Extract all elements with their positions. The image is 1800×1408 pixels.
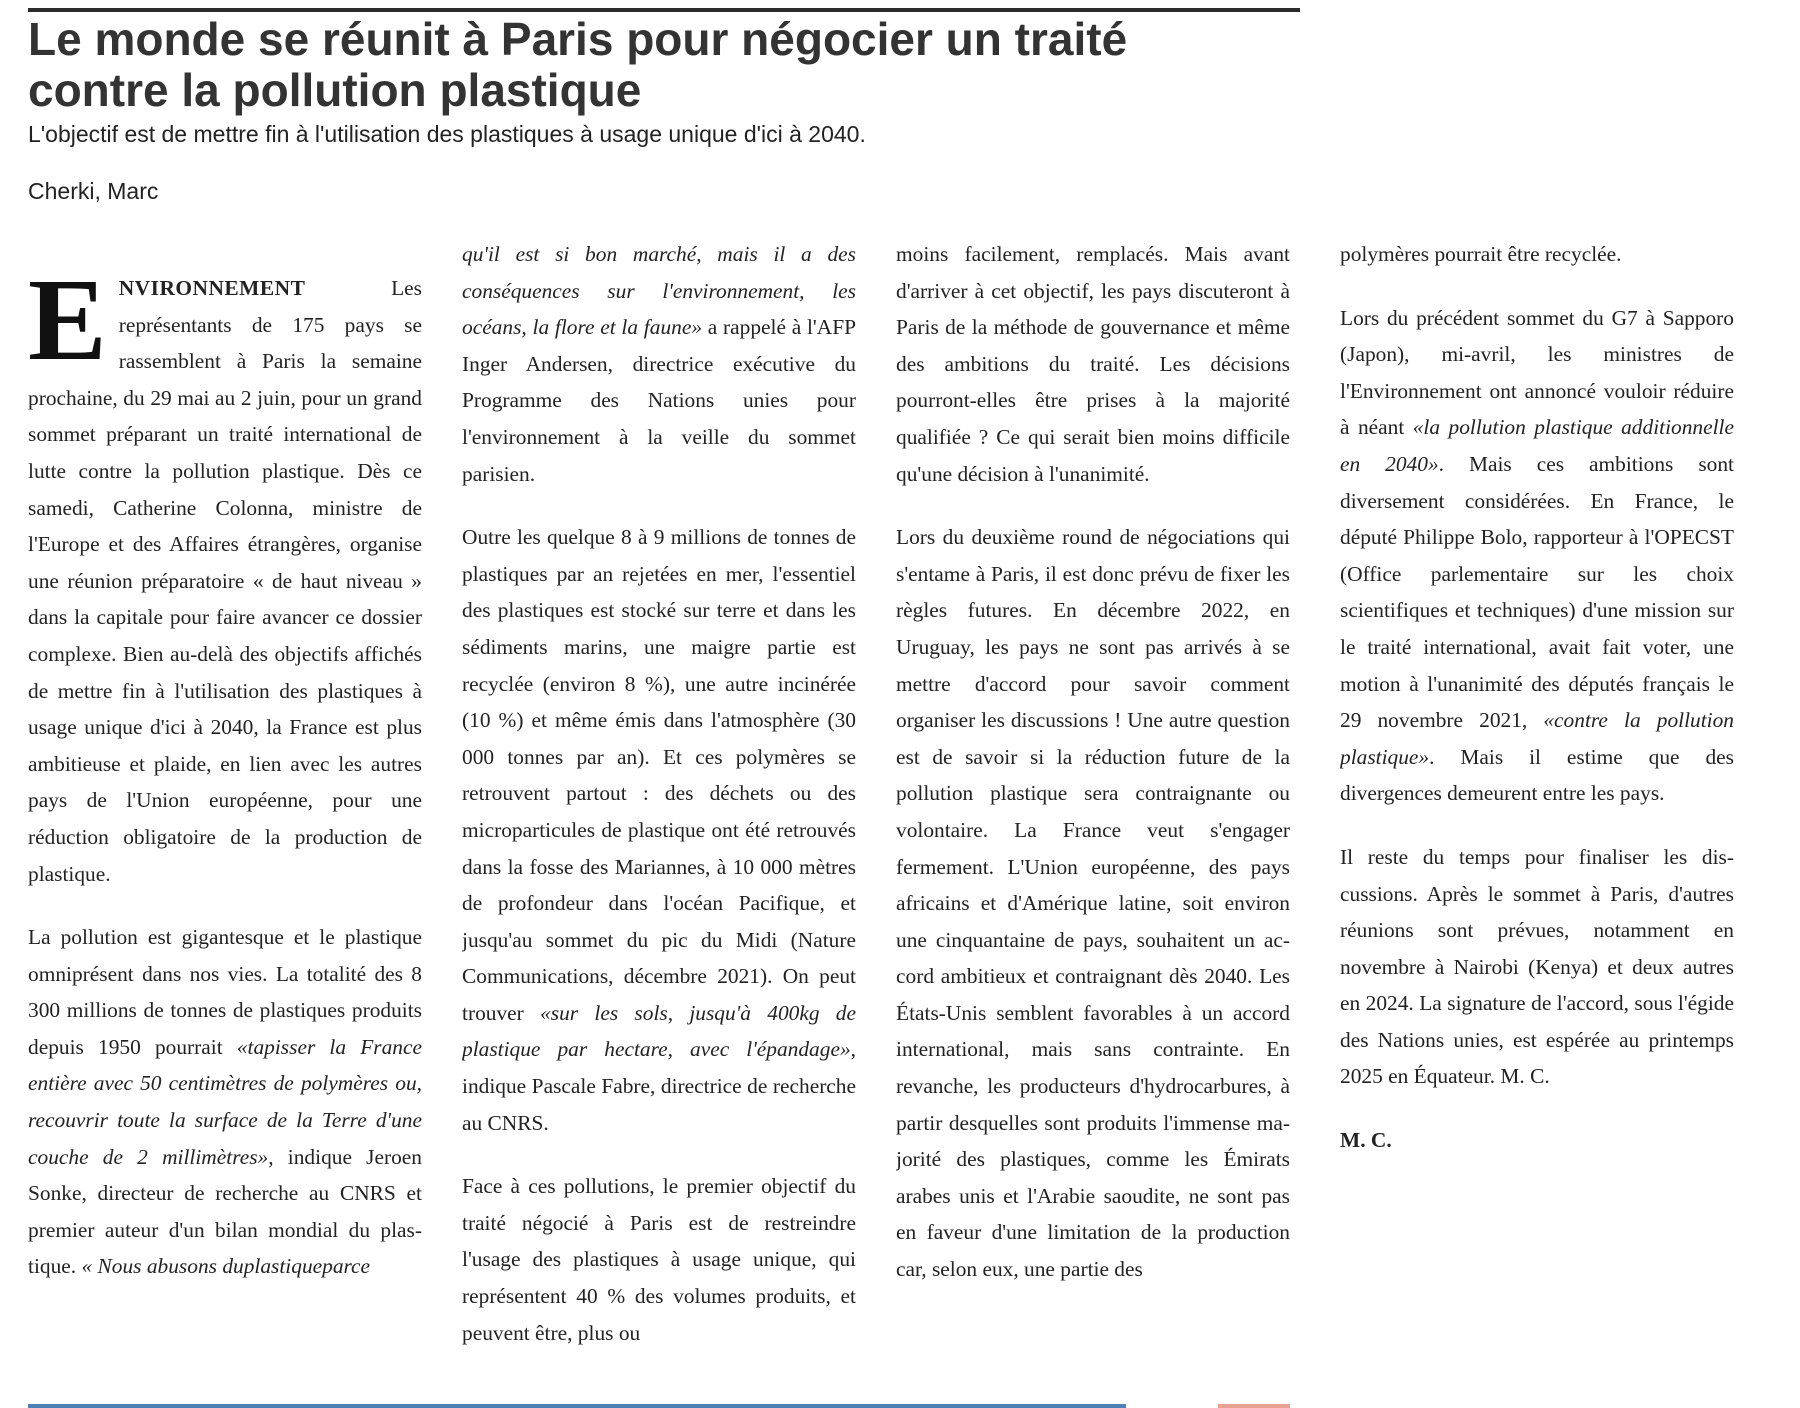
paragraph-text: , indique Pascale Fabre, directrice de recherche au CNRS.	[462, 1037, 856, 1135]
quote: « Nous abusons duplastiqueparce	[81, 1254, 371, 1279]
article-title: Le monde se réunit à Paris pour négocier un traité contre la pollution plastique	[28, 13, 1128, 116]
column-4	[1340, 236, 1734, 1400]
column-2	[462, 236, 856, 1400]
bottom-accent-bar	[28, 1404, 1126, 1408]
paragraph-text: . Mais ces ambitions sont diversement considérées. En France, le député Philippe Bolo, rapporteur à l'OPECST (Office parlementaire sur les choix scientifiques et techniques) d'une mission sur le traité international, avait fait voter, une motion à l'unanimité des députés français le 29 novembre 2021,	[1340, 451, 1734, 733]
quote: «tapisser la France entière avec 50 centimètres de polymères ou, recouvrir toute la surface de la Terre d'une couche de 2 millimètres»	[28, 1034, 422, 1169]
paragraph-text: a rappelé à l'AFP Inger Andersen, directrice exécutive du Programme des Nations unies pour l'environnement à la veille du sommet parisien.	[462, 315, 856, 486]
paragraph: Lors du deuxième round de négociations qui s'entame à Paris, il est donc prévu de fixer les règles futures. En décembre 2022, en Uruguay, les pays ne sont pas arrivés à se mettre d'accord pour savoir comment organiser les discussions ! Une autre question est de savoir si la réduction future de la pollution plastique sera contraignante ou volontaire. La France veut s'engager fermement. L'Union européenne, des pays africains et d'Amérique latine, soit environ une cinquantaine de pays, souhaitent un accord ambitieux et contraignant dès 2040. Les États-Unis semblent favorables à un accord international, mais sans contrainte. En revanche, les producteurs d'hydrocarbures, à partir desquelles sont produits l'immense majorité des plastiques, comme les Émirats arabes unis et l'Arabie saoudite, ne sont pas en faveur d'une limitation de la production car, selon eux, une partie des	[896, 525, 1290, 1282]
author-signoff: M. C.	[1340, 1128, 1392, 1153]
paragraph-text: Outre les quelque 8 à 9 millions de tonnes de plastiques par an rejetées en mer, l'essentiel des plastiques est stocké sur terre et dans les sédiments marins, une maigre partie est recyclée (environ 8 %), une autre incinérée (10 %) et même émis dans l'atmosphère (30 000 tonnes par an). Et ces polymères se retrouvent partout : des déchets ou des microparticules de plastique ont été retrouvés dans la fosse des Mariannes, à 10 000 mètres de profondeur dans l'océan Pacifique, et jusqu'au sommet du pic du Midi (Nature Communications, décembre 2021). On peut trouver	[462, 525, 856, 1025]
paragraph: moins facilement, remplacés. Mais avant d'arriver à cet objectif, les pays discuteront à Paris de la méthode de gouvernance et même des ambitions du traité. Les décisions pourront-elles être prises à la majorité qualifiée ? Ce qui serait bien moins difficile qu'une décision à l'unanimité.	[896, 242, 1290, 486]
paragraph-text: Lors du précédent sommet du G7 à Sapporo (Japon), mi-avril, les ministres de l'Environnement ont annoncé vouloir réduire à néant	[1340, 305, 1734, 440]
paragraph-text: Les représentants de 175 pays se rassemblent à Paris la semaine prochaine, du 29 mai au 2 juin, pour un grand sommet préparant un traité international de lutte contre la pollution plastique. Dès ce samedi, Catherine Colonna, ministre de l'Europe et des Affaires étrangères, organise une réunion préparatoire « de haut niveau » dans la capitale pour faire avancer ce dossier complexe. Bien au-delà des objectifs affichés de mettre fin à l'utilisation des plastiques à usage unique d'ici à 2040, la France est plus ambitieuse et plaide, en lien avec les autres pays de l'Union européenne, pour une réduction obligatoire de la production de plastique.	[28, 276, 422, 886]
paragraph-text: , indique Jeroen Sonke, directeur de recherche au CNRS et premier auteur d'un bilan mondial du plastique.	[28, 1144, 422, 1279]
column-3	[896, 236, 1290, 1400]
paragraph	[28, 919, 422, 1285]
top-rule	[28, 8, 1300, 12]
column-1	[28, 270, 422, 1400]
quote: «contre la pollution plastique»	[1340, 708, 1734, 769]
paragraph	[462, 236, 856, 492]
paragraph: polymères pourrait être recyclée.	[1340, 242, 1622, 266]
drop-cap: E	[28, 270, 107, 385]
article-subtitle: L'objectif est de mettre fin à l'utilisation des plastiques à usage unique d'ici à 2040.	[28, 121, 866, 147]
paragraph	[28, 270, 422, 892]
paragraph-text: . Mais il estime que des divergences demeurent entre les pays.	[1340, 744, 1734, 806]
paragraph	[1340, 300, 1734, 812]
quote: «sur les sols, jusqu'à 400kg de plastique par hectare, avec l'épandage»	[462, 1000, 856, 1062]
paragraph	[462, 519, 856, 1141]
bottom-accent-bar	[1218, 1404, 1290, 1408]
lead-word: NVIRONNEMENT	[118, 276, 306, 300]
paragraph: Il reste du temps pour finaliser les discussions. Après le sommet à Paris, d'autres réunions sont prévues, notamment en novembre à Nairobi (Kenya) et deux autres en 2024. La signature de l'accord, sous l'égide des Nations unies, est espérée au printemps 2025 en Équateur. M. C.	[1340, 844, 1734, 1089]
quote: «la pollution plastique additionnelle en 2040»	[1340, 415, 1734, 476]
paragraph: Face à ces pollutions, le premier objectif du traité négocié à Paris est de restreindre l'usage des plastiques à usage unique, qui représentent 40 % des volumes produits, et peuvent être, plus ou	[462, 1174, 856, 1345]
paragraph-text: La pollution est gigantesque et le plastique omniprésent dans nos vies. La totalité des 8 300 millions de tonnes de plastiques produits depuis 1950 pourrait	[28, 925, 422, 1059]
article-byline: Cherki, Marc	[28, 178, 159, 204]
quote: qu'il est si bon marché, mais il a des conséquences sur l'environnement, les océans, la flore et la faune»	[462, 242, 856, 340]
